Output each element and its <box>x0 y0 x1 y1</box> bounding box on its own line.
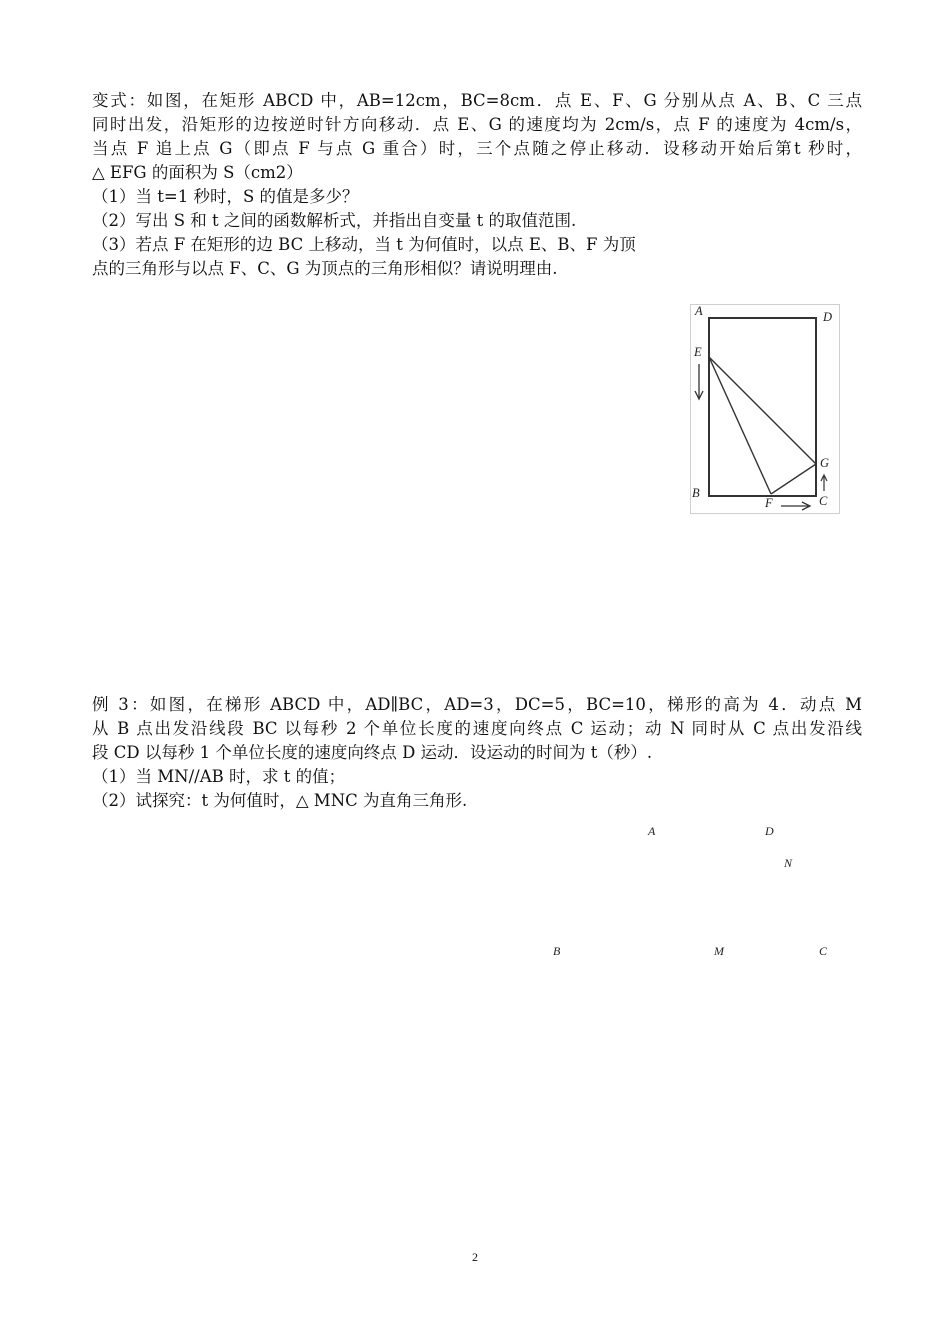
label-f: F <box>765 496 773 510</box>
label-b: B <box>692 486 700 500</box>
figure-rectangle-svg <box>690 304 840 514</box>
label-c: C <box>819 494 828 508</box>
label-g: G <box>820 456 830 470</box>
label-d: D <box>823 310 833 324</box>
label-trap-d: D <box>765 824 774 838</box>
problem1-text <box>92 89 862 281</box>
problem1-line-3: 当点 F 追上点 G（即点 F 与点 G 重合）时，三个点随之停止移动．设移动开始后第t 秒时， <box>92 139 862 158</box>
problem1-line-1: 变式：如图，在矩形 ABCD 中，AB=12cm，BC=8cm．点 E、F、G 分别从点 A、B、C 三点 <box>92 91 862 110</box>
label-trap-b: B <box>553 944 561 958</box>
problem1-question-3-line-1: （3）若点 F 在矩形的边 BC 上移动，当 t 为何值时，以点 E、B、F 为顶 <box>92 235 636 254</box>
label-trap-a: A <box>648 824 656 838</box>
problem1-question-2: （2）写出 S 和 t 之间的函数解析式，并指出自变量 t 的取值范围. <box>92 211 577 230</box>
label-a: A <box>695 304 703 318</box>
problem1-question-3-line-2: 点的三角形与以点 F、C、G 为顶点的三角形相似？请说明理由. <box>92 259 558 278</box>
problem2-line-1: 例 3：如图，在梯形 ABCD 中，AD∥BC，AD=3，DC=5，BC=10，梯形的高为 4．动点 M <box>92 695 862 714</box>
label-trap-m: M <box>714 944 724 958</box>
label-e: E <box>694 345 702 359</box>
figure-rectangle-efg <box>690 304 840 514</box>
problem2-question-2: （2）试探究：t 为何值时，△ MNC 为直角三角形. <box>92 791 468 810</box>
problem1-line-4: △ EFG 的面积为 S（cm2） <box>92 163 303 182</box>
problem1-line-2: 同时出发，沿矩形的边按逆时针方向移动．点 E、G 的速度均为 2cm/s，点 F 的速度为 4cm/s， <box>92 115 862 134</box>
label-trap-n: N <box>784 856 793 870</box>
label-trap-c: C <box>819 944 828 958</box>
problem2-question-1: （1）当 MN//AB 时，求 t 的值； <box>92 767 346 786</box>
problem1-question-1: （1）当 t=1 秒时，S 的值是多少？ <box>92 187 359 206</box>
problem2-line-2: 从 B 点出发沿线段 BC 以每秒 2 个单位长度的速度向终点 C 运动；动 N 同时从 C 点出发沿线 <box>92 719 862 738</box>
page-number: 2 <box>472 1250 478 1264</box>
problem2-text <box>92 693 862 813</box>
problem2-line-3: 段 CD 以每秒 1 个单位长度的速度向终点 D 运动．设运动的时间为 t（秒）. <box>92 743 653 762</box>
